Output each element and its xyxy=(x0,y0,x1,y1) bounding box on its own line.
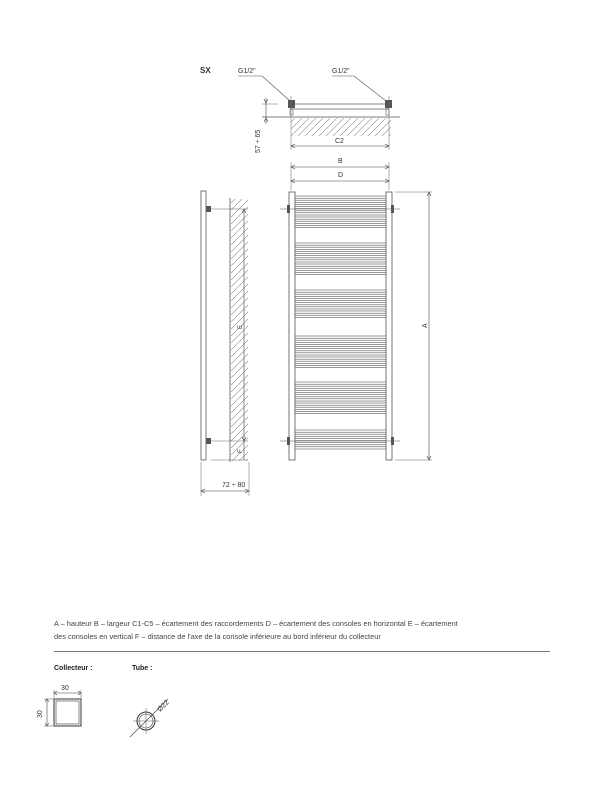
towel-bar-25 xyxy=(295,344,386,346)
towel-bar-32 xyxy=(295,386,386,388)
towel-bar-16 xyxy=(295,290,386,292)
towel-bar-19 xyxy=(295,303,386,305)
right-collector xyxy=(386,192,392,460)
towel-bar-18 xyxy=(295,298,386,300)
a-dimension-label: A xyxy=(422,323,429,328)
towel-bar-29 xyxy=(295,361,386,363)
d-dimension-label: D xyxy=(338,172,344,179)
towel-bar-40 xyxy=(295,434,386,436)
towel-bar-4 xyxy=(295,213,386,215)
towel-bar-41 xyxy=(295,438,386,440)
towel-bar-9 xyxy=(295,247,386,249)
towel-bar-2 xyxy=(295,204,386,206)
left-collector xyxy=(289,192,295,460)
towel-bar-39 xyxy=(295,430,386,432)
collector-section-detail xyxy=(37,685,81,726)
legend-text xyxy=(54,617,554,643)
towel-bar-12 xyxy=(295,260,386,262)
towel-bar-14 xyxy=(295,268,386,270)
towel-bar-6 xyxy=(295,221,386,223)
wall-offset-dimension: 57 ÷ 65 xyxy=(255,129,262,153)
collector-square-profile xyxy=(54,699,81,726)
towel-bar-38 xyxy=(295,411,386,413)
towel-bar-35 xyxy=(295,399,386,401)
towel-bar-17 xyxy=(295,294,386,296)
top-view xyxy=(200,66,400,153)
towel-bar-8 xyxy=(295,243,386,245)
tube-title: Tube : xyxy=(132,665,153,672)
towel-bar-0 xyxy=(295,196,386,198)
towel-bar-21 xyxy=(295,311,386,313)
b-dimension-label: B xyxy=(338,158,343,165)
front-view xyxy=(280,158,432,460)
towel-bar-13 xyxy=(295,264,386,266)
e-dimension-label: E xyxy=(238,324,244,329)
c2-dimension-label: C2 xyxy=(335,138,344,145)
wall-hatching-top xyxy=(291,118,391,136)
towel-bar-22 xyxy=(295,315,386,317)
connection-right-label: G1/2" xyxy=(332,68,350,75)
towel-bar-11 xyxy=(295,256,386,258)
collector-title: Collecteur : xyxy=(54,665,93,672)
towel-bar-1 xyxy=(295,200,386,202)
collector-width-label: 30 xyxy=(61,685,69,692)
towel-bar-34 xyxy=(295,395,386,397)
towel-bar-5 xyxy=(295,217,386,219)
towel-bar-23 xyxy=(295,336,386,338)
f-dimension-label: F xyxy=(238,449,244,453)
towel-bar-7 xyxy=(295,225,386,227)
towel-bar-37 xyxy=(295,407,386,409)
towel-bar-10 xyxy=(295,251,386,253)
tube-diameter-label: Ø22 xyxy=(156,699,171,714)
towel-bars xyxy=(295,196,386,449)
tube-section-detail xyxy=(130,699,171,737)
connection-left-label: G1/2" xyxy=(238,68,256,75)
model-label: SX xyxy=(200,66,211,75)
towel-bar-15 xyxy=(295,272,386,274)
towel-bar-43 xyxy=(295,447,386,449)
towel-bar-28 xyxy=(295,357,386,359)
right-collector-section xyxy=(385,100,392,108)
towel-bar-33 xyxy=(295,390,386,392)
legend-line-1: A – hauteur B – largeur C1-C5 – écartement des raccordements D – écartement des consoles en horizontal E – écartement xyxy=(54,619,458,628)
divider xyxy=(54,651,550,652)
towel-bar-26 xyxy=(295,349,386,351)
collector-height-label: 30 xyxy=(37,710,44,718)
towel-bar-36 xyxy=(295,403,386,405)
towel-bar-20 xyxy=(295,307,386,309)
left-collector-section xyxy=(288,100,295,108)
side-view xyxy=(201,191,249,496)
depth-dimension-label: 72 ÷ 80 xyxy=(222,482,246,489)
towel-bar-30 xyxy=(295,365,386,367)
legend-line-2: des consoles en vertical F – distance de l'axe de la console inférieure au bord inférieur du collecteur xyxy=(54,632,381,641)
side-panel xyxy=(201,191,206,460)
towel-bar-31 xyxy=(295,382,386,384)
towel-bar-24 xyxy=(295,340,386,342)
wall-hatching-side xyxy=(231,199,248,461)
towel-bar-42 xyxy=(295,443,386,445)
towel-bar-27 xyxy=(295,353,386,355)
